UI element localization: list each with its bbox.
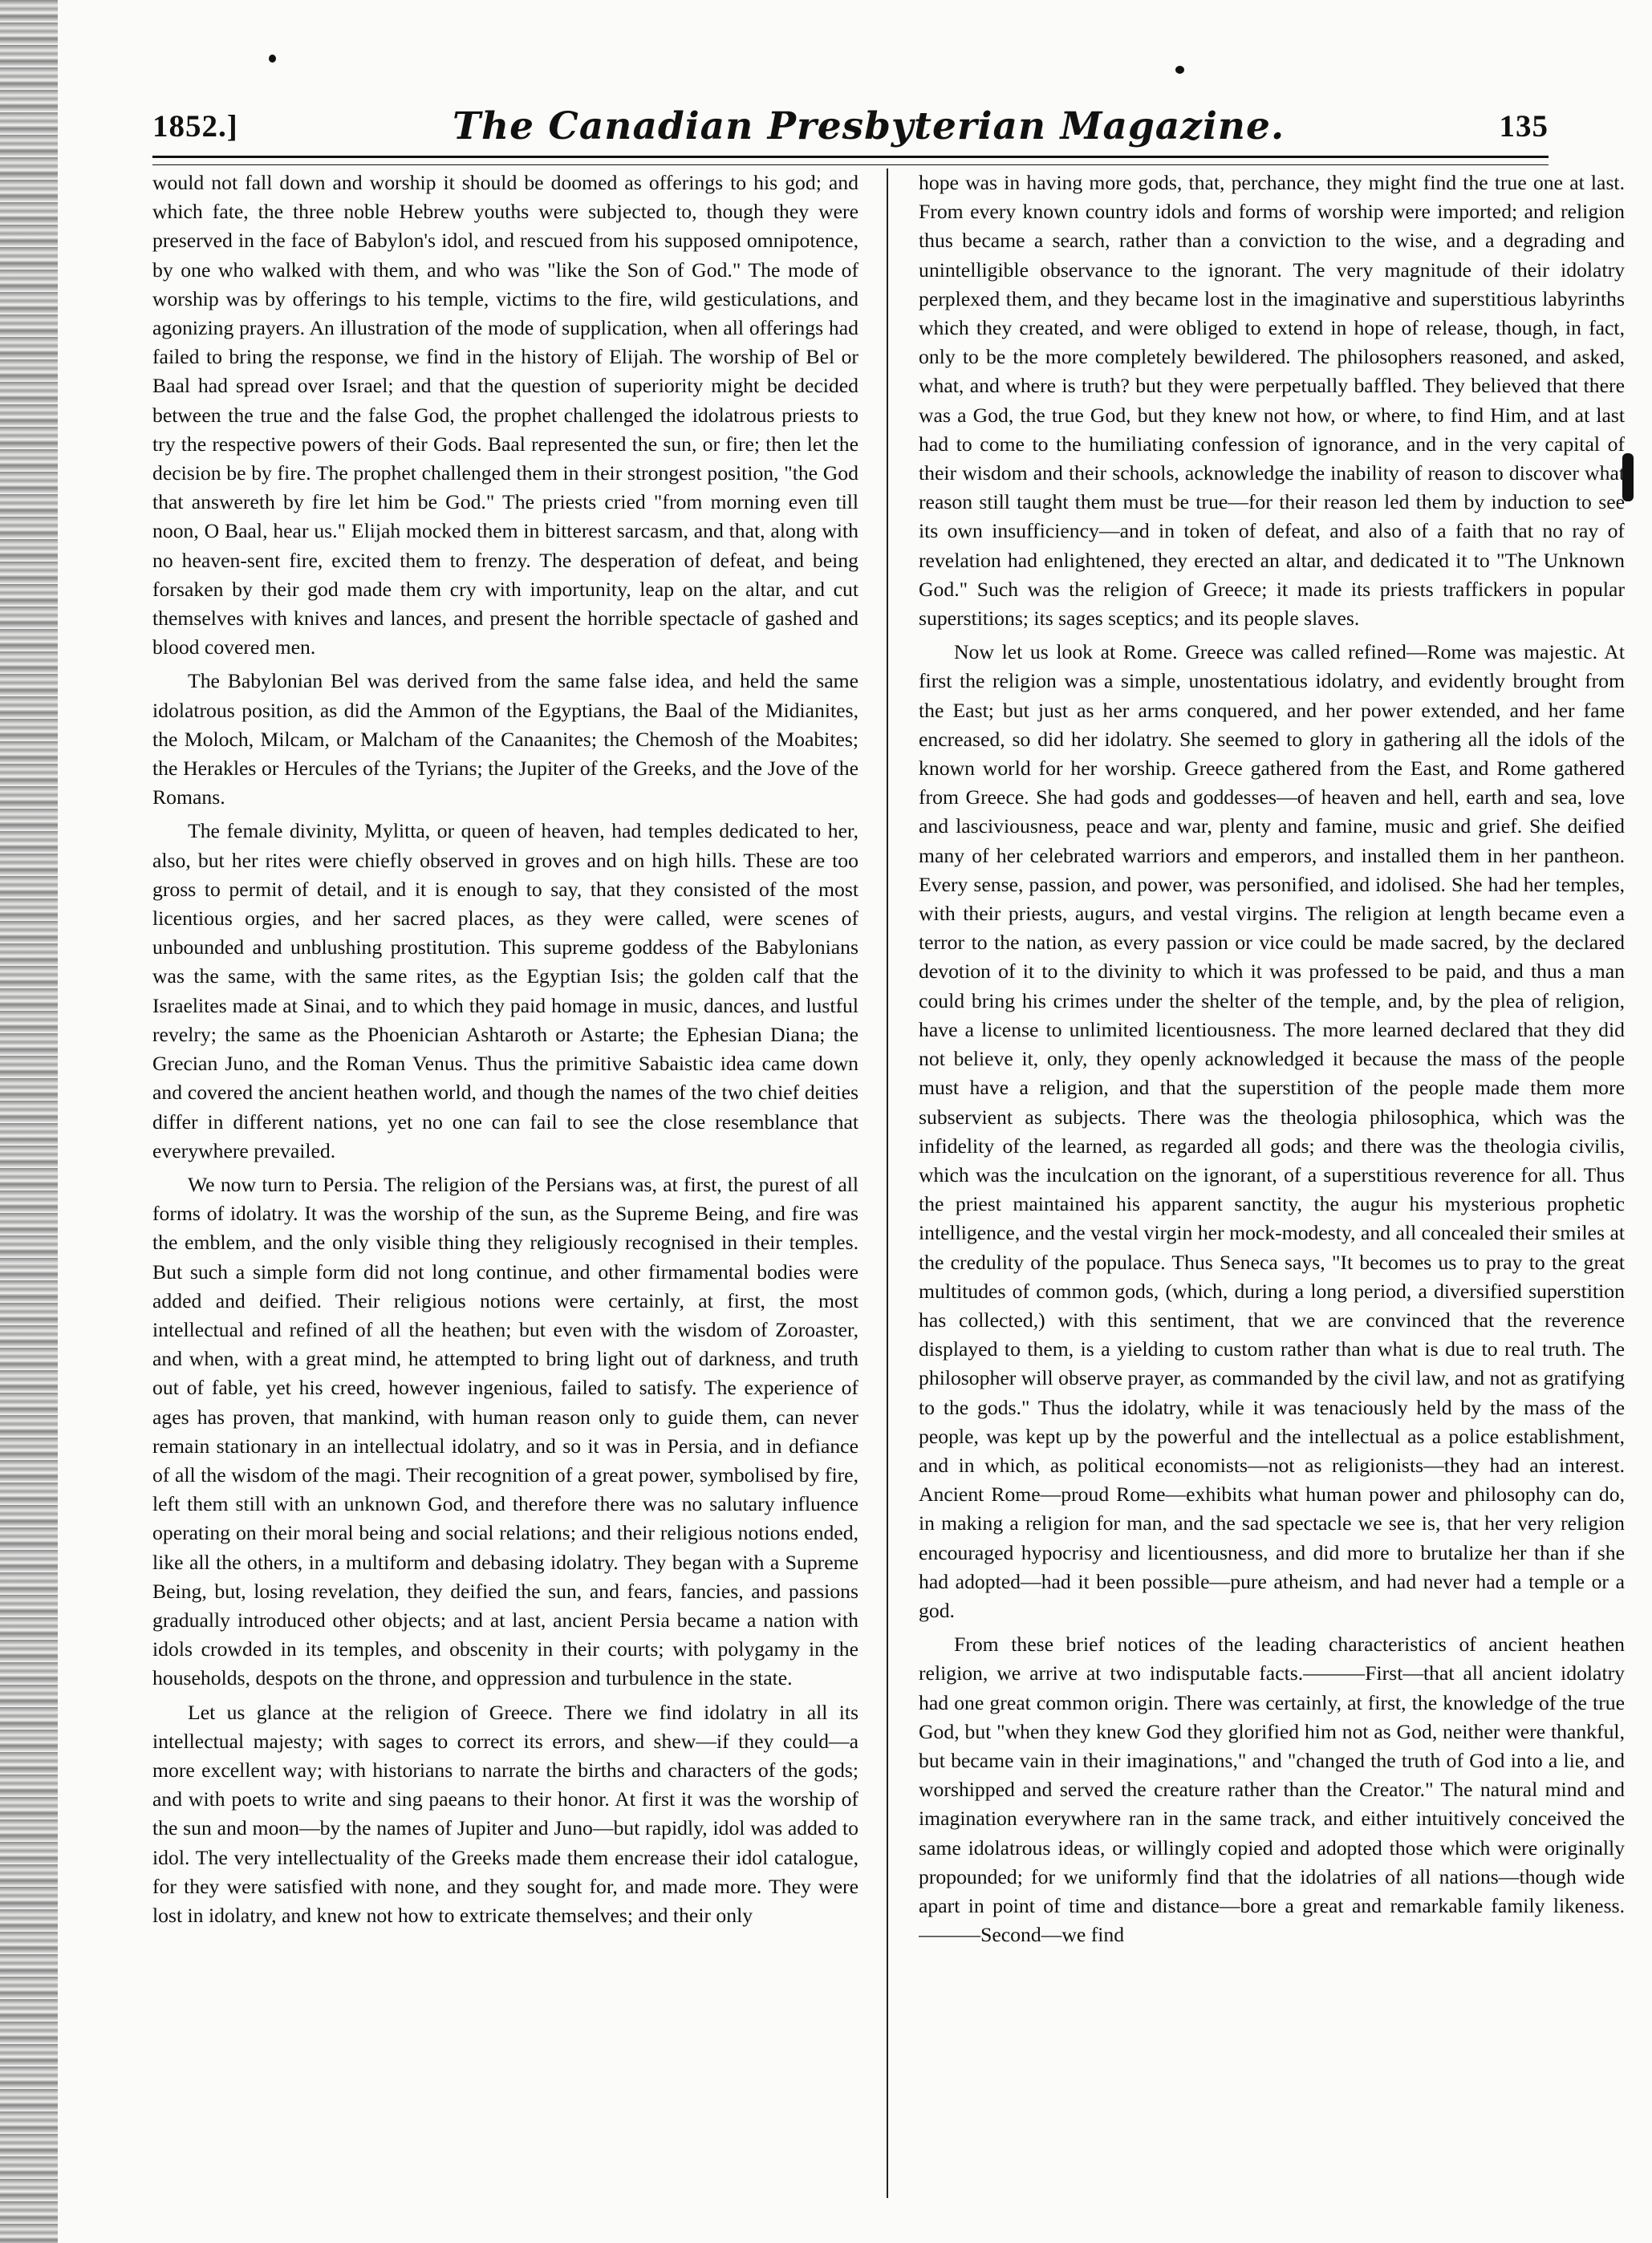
ink-speck: [269, 55, 276, 63]
left-text-column: [152, 168, 858, 2198]
paragraph: hope was in having more gods, that, perchance, they might find the true one at last. From every known country idols and forms of worship were imported; and religion thus became a search, rather than a conviction to the wise, and a degrading and unintelligible observance to the ignorant. The very magnitude of their idolatry perplexed them, and they became lost in the imaginative and superstitious labyrinths which they created, and were obliged to extend in hope of release, though, in fact, only to be the more completely bewildered. The philosophers reasoned, and asked, what, and where is truth? but they were perpetually baffled. They believed that there was a God, the true God, but they knew not how, or where, to find Him, and at last had to come to the humiliating confession of ignorance, and in the very capital of their wisdom and their schools, acknowledge the inability of reason to discover what reason still taught them must be true—for their reason led them by induction to see its own insufficiency—and in token of defeat, and also of a faith that no ray of revelation had enlightened, they erected an altar, and dedicated it to "The Unknown God." Such was the religion of Greece; it made its priests traffickers in popular superstitions; its sages sceptics; and its people slaves.: [919, 171, 1625, 631]
paragraph: would not fall down and worship it should be doomed as offerings to his god; and which fate, the three noble Hebrew youths were subjected to, though they were preserved in the face of Babylon's idol, and rescued from his supposed omnipotence, by one who walked with them, and who was "like the Son of God." The mode of worship was by offerings to his temple, victims to the fire, wild gesticulations, and agonizing prayers. An illustration of the mode of supplication, when all offerings had failed to bring the response, we find in the history of Elijah. The worship of Bel or Baal had spread over Israel; and that the question of superiority might be decided between the true and the false God, the prophet challenged the idolatrous priests to try the respective powers of their Gods. Baal represented the sun, or fire; then let the decision be by fire. The prophet challenged them in their strongest position, "the God that answereth by fire let him be God." The priests cried "from morning even till noon, O Baal, hear us." Elijah mocked them in bitterest sarcasm, and that, along with no heaven-sent fire, excited them to frenzy. The desperation of defeat, and being forsaken by their god made them cry with importunity, leap on the altar, and cut themselves with knives and lances, and present the horrible spectacle of gashed and blood covered men.: [152, 171, 858, 659]
page-edge-binding: [0, 0, 58, 2243]
paragraph: We now turn to Persia. The religion of the Persians was, at first, the purest of all forms of idolatry. It was the worship of the sun, as the Supreme Being, and fire was the emblem, and the only visible thing they religiously recognised in their temples. But such a simple form did not long continue, and other firmamental bodies were added and deified. Their religious notions were certainly, at first, the most intellectual and refined of all the heathen; but even with the wisdom of Zoroaster, and when, with a great mind, he attempted to bring light out of darkness, and truth out of fable, yet his creed, however ingenious, failed to satisfy. The experience of ages has proven, that mankind, with human reason only to guide them, can never remain stationary in an intellectual idolatry, and so it was in Persia, and in defiance of all the wisdom of the magi. Their recognition of a great power, symbolised by fire, left them still with an unknown God, and therefore there was no salutary influence operating on their moral being and social relations; and their religious notions ended, like all the others, in a multiform and debasing idolatry. They began with a Supreme Being, but, losing revelation, they deified the sun, and fears, fancies, and passions gradually introduced other objects; and at last, ancient Persia became a nation with idols crowded in its temples, and obscenity in their courts; with polygamy in the households, despots on the throne, and oppression and turbulence in the state.: [152, 1172, 858, 1690]
page-number: 135: [1499, 109, 1548, 144]
column-divider: [887, 168, 888, 2198]
header-rule: [152, 156, 1548, 165]
ink-speck: [1175, 66, 1184, 74]
paragraph: Let us glance at the religion of Greece. There we find idolatry in all its intellectual majesty; with sages to correct its errors, and shew—if they could—a more excellent way; with historians to narrate the births and characters of the gods; and with poets to write and sing paeans to their honor. At first it was the worship of the sun and moon—by the names of Jupiter and Juno—but rapidly, idol was added to idol. The very intellectuality of the Greeks made them encrease their idol catalogue, for they were satisfied with none, and they sought for, and made more. They were lost in idolatry, and knew not how to extricate themselves; and their only: [152, 1700, 858, 1927]
right-text-column: [919, 168, 1625, 2198]
paragraph: The Babylonian Bel was derived from the same false idea, and held the same idolatrous position, as did the Ammon of the Egyptians, the Baal of the Midianites, the Moloch, Milcam, or Malcham of the Canaanites; the Chemosh of the Moabites; the Herakles or Hercules of the Tyrians; the Jupiter of the Greeks, and the Jove of the Romans.: [152, 669, 858, 809]
paragraph: The female divinity, Mylitta, or queen of heaven, had temples dedicated to her, also, but her rites were chiefly observed in groves and on high hills. These are too gross to permit of detail, and it is enough to say, that they consisted of the most licentious orgies, and her sacred places, as they were called, were scenes of unbounded and unblushing prostitution. This supreme goddess of the Babylonians was the same, with the same rites, as the Egyptian Isis; the golden calf that the Israelites made at Sinai, and to which they paid homage in music, dances, and lustful revelry; the same as the Phoenician Ashtaroth or Astarte; the Ephesian Diana; the Grecian Juno, and the Roman Venus. Thus the primitive Sabaistic idea came down and covered the ancient heathen world, and though the names of the two chief deities differ in different nations, yet no one can fail to see the close resemblance that everywhere prevailed.: [152, 819, 858, 1162]
header-year: 1852.]: [152, 109, 238, 144]
paragraph: From these brief notices of the leading characteristics of ancient heathen religion, we arrive at two indisputable facts.———First—that all ancient idolatry had one great common origin. There was certainly, at first, the knowledge of the true God, but "when they knew God they glorified him not as God, neither were thankful, but became vain in their imaginations," and "changed the truth of God into a lie, and worshipped and served the creature rather than the Creator." The natural mind and imagination everywhere ran in the same track, and either intuitively conceived the same idolatrous ideas, or willingly copied and adopted those which were originally propounded; for we uniformly find that the idolatries of all nations—though wide apart in point of time and distance—bore a great and remarkable family likeness.———Second—we find: [919, 1633, 1625, 1947]
paragraph: Now let us look at Rome. Greece was called refined—Rome was majestic. At first the religion was a simple, unostentatious idolatry, and evidently brought from the East; but just as her arms conquered, and her power extended, and her fame encreased, so did her idolatry. She seemed to glory in gathering all the idols of the known world for her worship. Greece gathered from the East, and Rome gathered from Greece. She had gods and goddesses—of heaven and hell, earth and sea, love and lasciviousness, peace and war, plenty and famine, music and grief. She deified many of her celebrated warriors and emperors, and installed them in her pantheon. Every sense, passion, and power, was personified, and idolised. She had her temples, with their priests, augurs, and vestal virgins. The religion at length became even a terror to the nation, as every passion or vice could be made sacred, by the declared devotion of it to the divinity to which it was professed to be paid, and thus a man could bring his crimes under the shelter of the temple, and, by the plea of religion, have a license to unlimited licentiousness. The more learned declared that they did not believe it, only, they openly acknowledged it because the mass of the people must have a religion, and that the superstition of the people made them more subservient as subjects. There was the theologia philosophica, which was the infidelity of the learned, as regarded all gods; and there was the theologia civilis, which was the inculcation on the ignorant, of a superstitious reverence for all. Thus the priest maintained his apparent sanctity, the augur his mysterious prophetic intelligence, and the vestal virgin her mock-modesty, and all concealed their smiles at the credulity of the populace. Thus Seneca says, "It becomes us to pray to the great multitudes of common gods, (which, during a long period, a diversified superstition has collected,) with this sentiment, that we are convinced that the reverence displayed to them, is a yielding to custom rather than what is due to real truth. The philosopher will observe prayer, as commanded by the civil law, and not as gratifying to the gods." Thus the idolatry, while it was tenaciously held by the mass of the people, was kept up by the powerful and the intellectual as a police establishment, and in which, as political economists—not as religionists—they had an interest. Ancient Rome—proud Rome—exhibits what human power and philosophy can do, in making a religion for man, and the sad spectacle we see is, that her very religion encouraged hypocrisy and licentiousness, and did more to brutalize her than if she had adopted—had it been possible—pure atheism, and had never had a temple or a god.: [919, 640, 1625, 1622]
running-header: [152, 104, 1548, 148]
magazine-title: The Canadian Presbyterian Magazine.: [453, 104, 1285, 148]
